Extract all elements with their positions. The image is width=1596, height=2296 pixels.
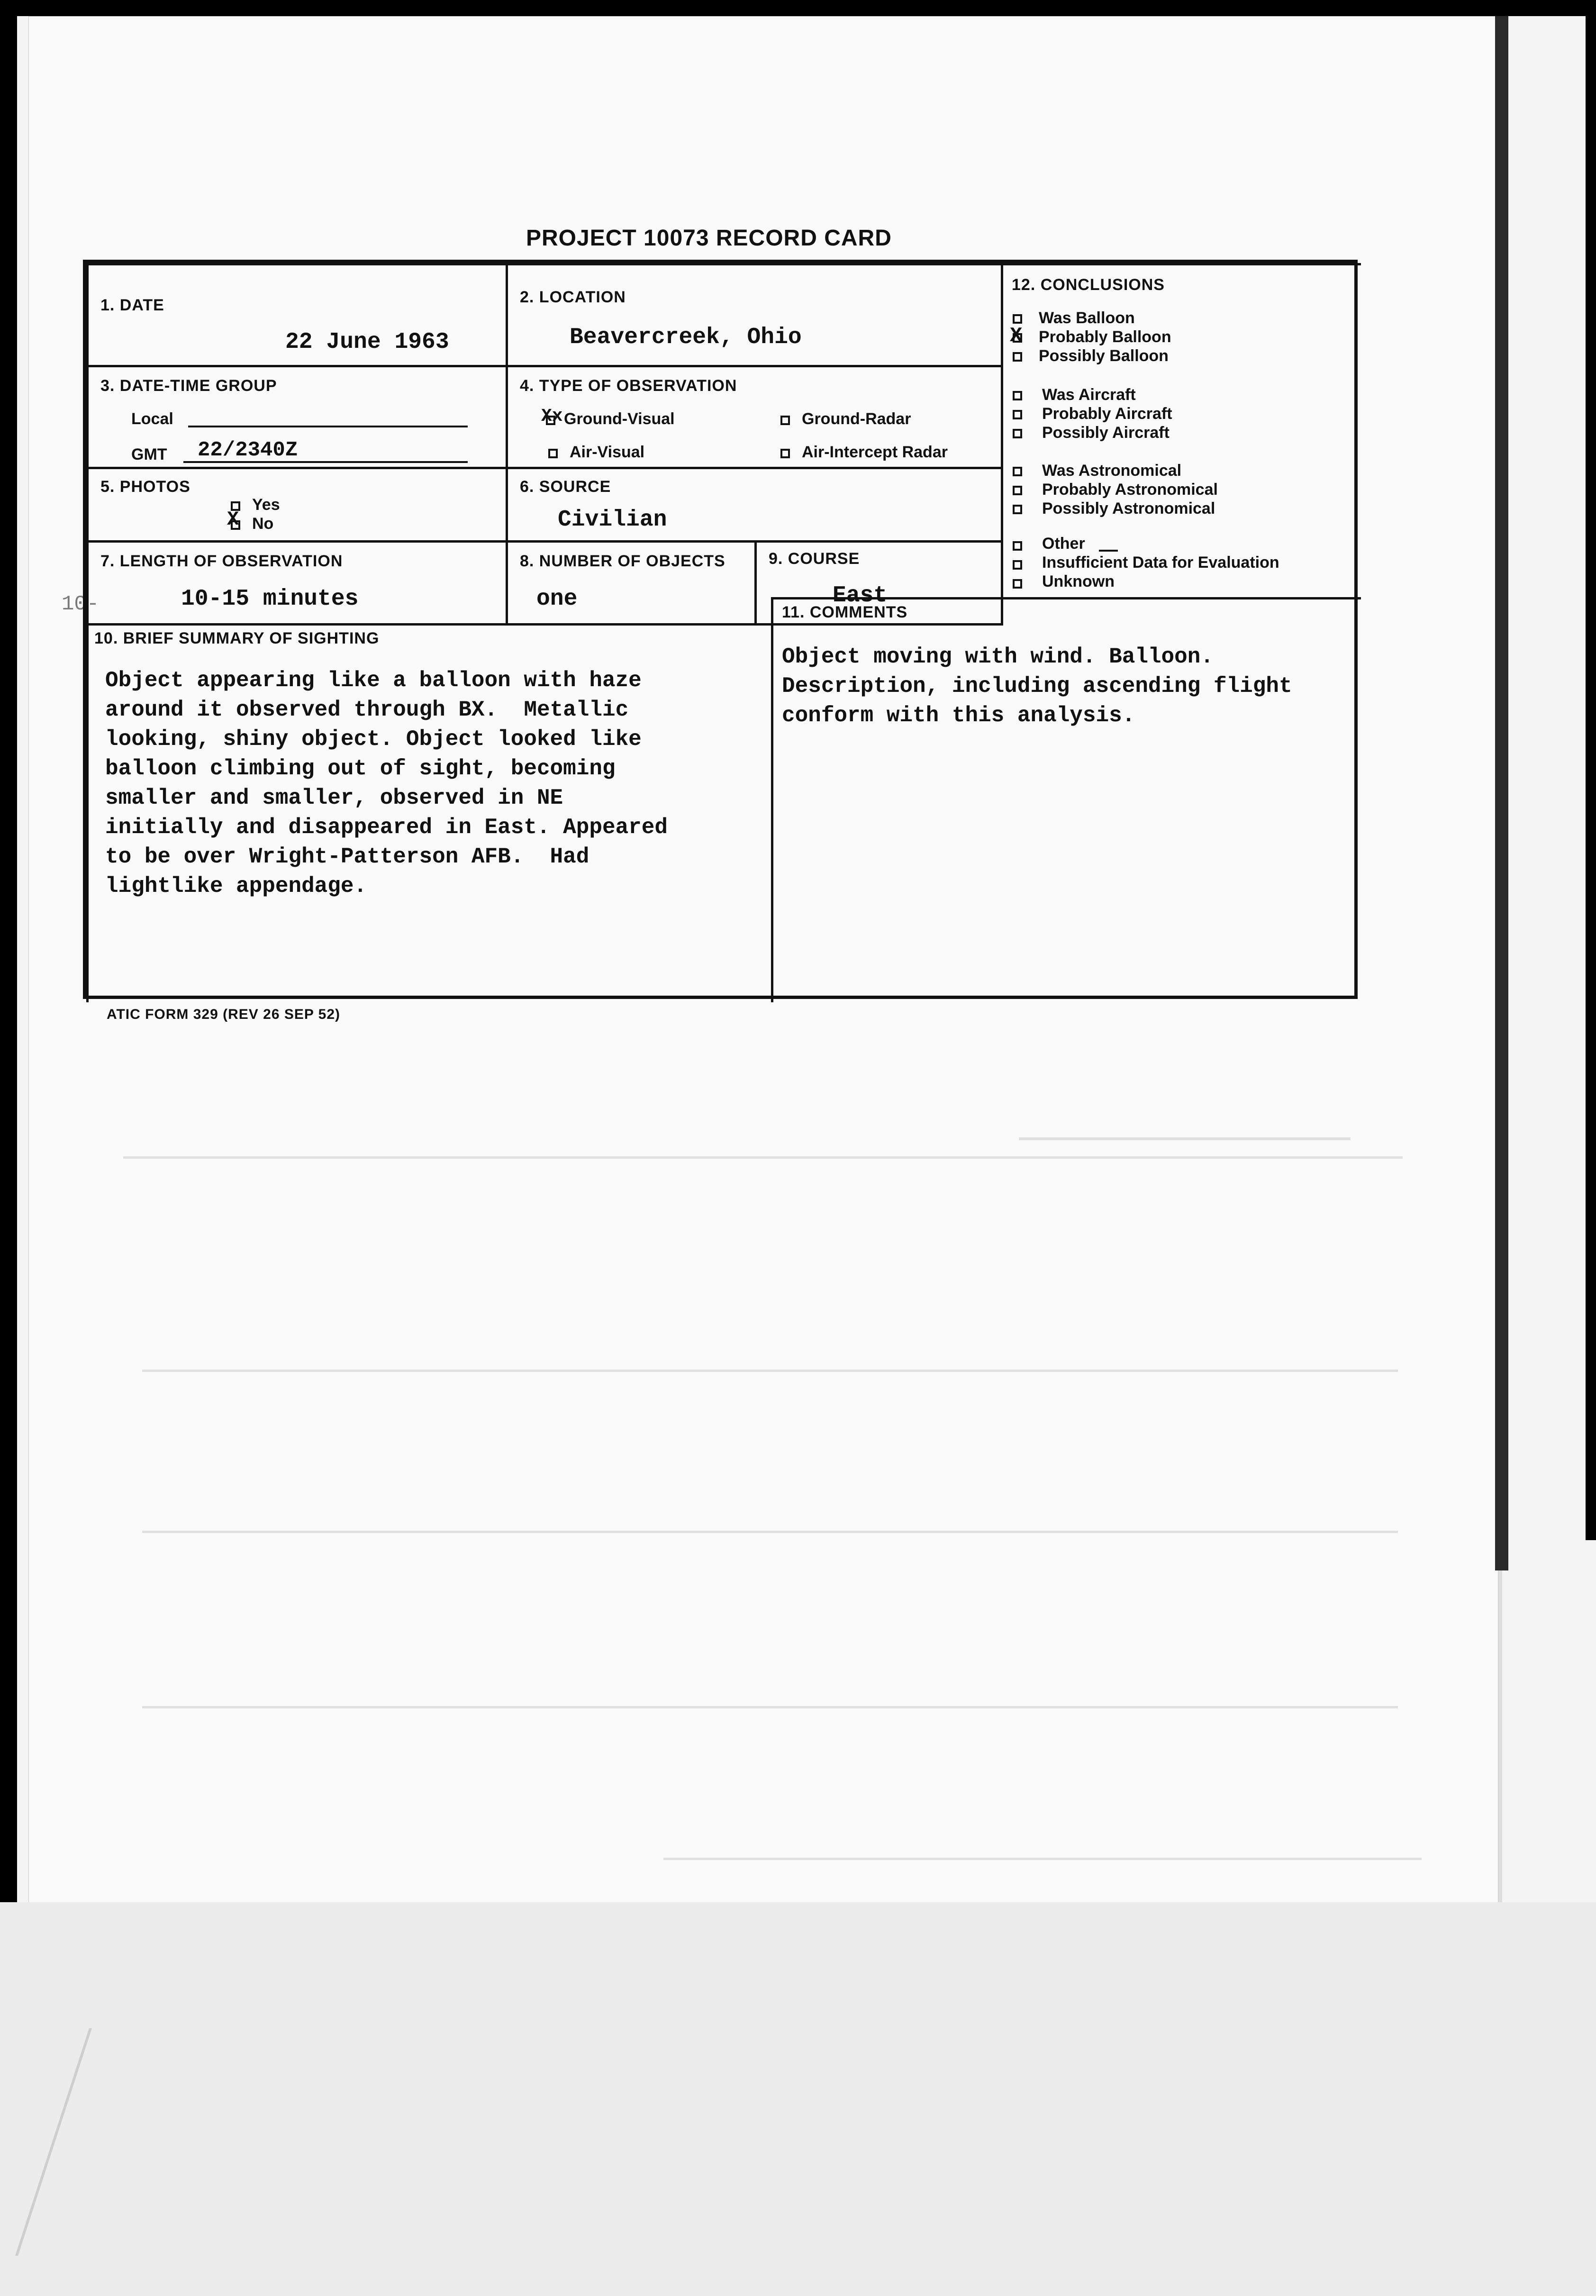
checkbox-check-mark: X	[1010, 324, 1023, 348]
type-of-observation-cell	[506, 365, 1003, 469]
conclusion-item: Probably Balloon	[1039, 328, 1171, 346]
summary-line: around it observed through BX. Metallic	[105, 698, 629, 722]
date-time-group-label: 3. DATE-TIME GROUP	[100, 377, 277, 395]
photos-label: 5. PHOTOS	[100, 478, 190, 496]
conclusion-item: Possibly Balloon	[1039, 347, 1169, 365]
course-label: 9. COURSE	[769, 550, 860, 568]
length-of-observation-value: 10-15 minutes	[181, 586, 359, 612]
summary-line: lightlike appendage.	[105, 874, 367, 898]
checkbox-unknown[interactable]	[1013, 579, 1022, 589]
summary-line: looking, shiny object. Object looked like	[105, 727, 642, 752]
checkbox-was-aircraft[interactable]	[1013, 391, 1022, 400]
conclusion-item: Was Balloon	[1039, 309, 1135, 327]
type-of-observation-label: 4. TYPE OF OBSERVATION	[520, 377, 737, 395]
summary-line: smaller and smaller, observed in NE	[105, 786, 563, 810]
conclusion-item: Unknown	[1042, 572, 1115, 590]
conclusion-item: Probably Astronomical	[1042, 481, 1218, 499]
air-visual-option: Air-Visual	[570, 443, 645, 461]
summary-cell	[86, 623, 773, 1002]
record-card	[83, 260, 1358, 999]
summary-line: initially and disappeared in East. Appeared	[105, 815, 668, 840]
checkbox-check-mark: Xx	[541, 406, 563, 427]
location-value: Beavercreek, Ohio	[570, 325, 802, 350]
form-number: ATIC FORM 329 (REV 26 SEP 52)	[107, 1007, 341, 1022]
conclusion-item: Other	[1042, 535, 1085, 553]
location-label: 2. LOCATION	[520, 288, 626, 306]
checkbox-possibly-balloon[interactable]	[1013, 352, 1022, 362]
photos-no-option: No	[252, 515, 274, 533]
photos-yes-option: Yes	[252, 496, 280, 514]
local-line	[188, 426, 468, 427]
conclusion-item: Insufficient Data for Evaluation	[1042, 554, 1279, 572]
date-time-group-cell	[86, 365, 508, 469]
sheet-edge-shadow	[1495, 16, 1508, 1570]
gmt-value: 22/2340Z	[198, 438, 298, 462]
conclusion-item: Possibly Astronomical	[1042, 499, 1215, 517]
comments-line: Description, including ascending flight	[782, 674, 1292, 699]
conclusions-cell	[1001, 263, 1361, 599]
card-title: PROJECT 10073 RECORD CARD	[526, 226, 892, 251]
summary-line: Object appearing like a balloon with haze	[105, 668, 642, 693]
summary-line: balloon climbing out of sight, becoming	[105, 756, 616, 781]
photo-background	[0, 1902, 1596, 2296]
number-of-objects-label: 8. NUMBER OF OBJECTS	[520, 552, 725, 570]
other-underline	[1099, 550, 1118, 552]
summary-label: 10. BRIEF SUMMARY OF SIGHTING	[94, 629, 380, 647]
film-frame-right	[1586, 0, 1596, 1540]
checkbox-other[interactable]	[1013, 541, 1022, 551]
source-cell	[506, 467, 1003, 543]
length-of-observation-cell	[86, 540, 508, 626]
checkbox-possibly-aircraft[interactable]	[1013, 429, 1022, 438]
local-label: Local	[131, 410, 173, 428]
ground-visual-option: Ground-Visual	[564, 410, 675, 428]
checkbox-probably-aircraft[interactable]	[1013, 410, 1022, 419]
air-intercept-radar-option: Air-Intercept Radar	[802, 443, 948, 461]
ground-radar-option: Ground-Radar	[802, 410, 911, 428]
comments-line: Object moving with wind. Balloon.	[782, 644, 1214, 669]
number-of-objects-value: one	[536, 586, 578, 612]
checkbox-check-mark: X	[227, 508, 239, 531]
number-of-objects-cell	[506, 540, 757, 626]
checkbox-probably-astronomical[interactable]	[1013, 486, 1022, 495]
checkbox-was-astronomical[interactable]	[1013, 467, 1022, 476]
photos-cell	[86, 467, 508, 543]
checkbox-air-visual[interactable]	[548, 449, 558, 458]
date-value: 22 June 1963	[285, 329, 449, 355]
checkbox-possibly-astronomical[interactable]	[1013, 505, 1022, 514]
checkbox-air-intercept-radar[interactable]	[780, 449, 790, 458]
length-of-observation-label: 7. LENGTH OF OBSERVATION	[100, 552, 343, 570]
gmt-line	[183, 461, 468, 463]
conclusion-item: Was Astronomical	[1042, 462, 1182, 480]
conclusion-item: Probably Aircraft	[1042, 405, 1172, 423]
summary-line: to be over Wright-Patterson AFB. Had	[105, 844, 589, 869]
margin-note: 10-	[62, 592, 100, 616]
comments-label: 11. COMMENTS	[782, 603, 908, 621]
source-label: 6. SOURCE	[520, 478, 611, 496]
course-value: East	[833, 583, 888, 608]
checkbox-ground-radar[interactable]	[780, 416, 790, 425]
conclusions-label: 12. CONCLUSIONS	[1012, 276, 1165, 294]
comments-line: conform with this analysis.	[782, 703, 1135, 728]
checkbox-insufficient-data[interactable]	[1013, 560, 1022, 570]
date-cell	[86, 263, 508, 367]
film-frame-top	[0, 0, 1596, 16]
comments-cell	[771, 597, 1361, 1002]
conclusion-item: Possibly Aircraft	[1042, 424, 1170, 442]
date-label: 1. DATE	[100, 296, 164, 314]
checkbox-was-balloon[interactable]	[1013, 314, 1022, 324]
conclusion-item: Was Aircraft	[1042, 386, 1136, 404]
location-cell	[506, 263, 1003, 367]
gmt-label: GMT	[131, 445, 167, 463]
source-value: Civilian	[558, 507, 667, 533]
